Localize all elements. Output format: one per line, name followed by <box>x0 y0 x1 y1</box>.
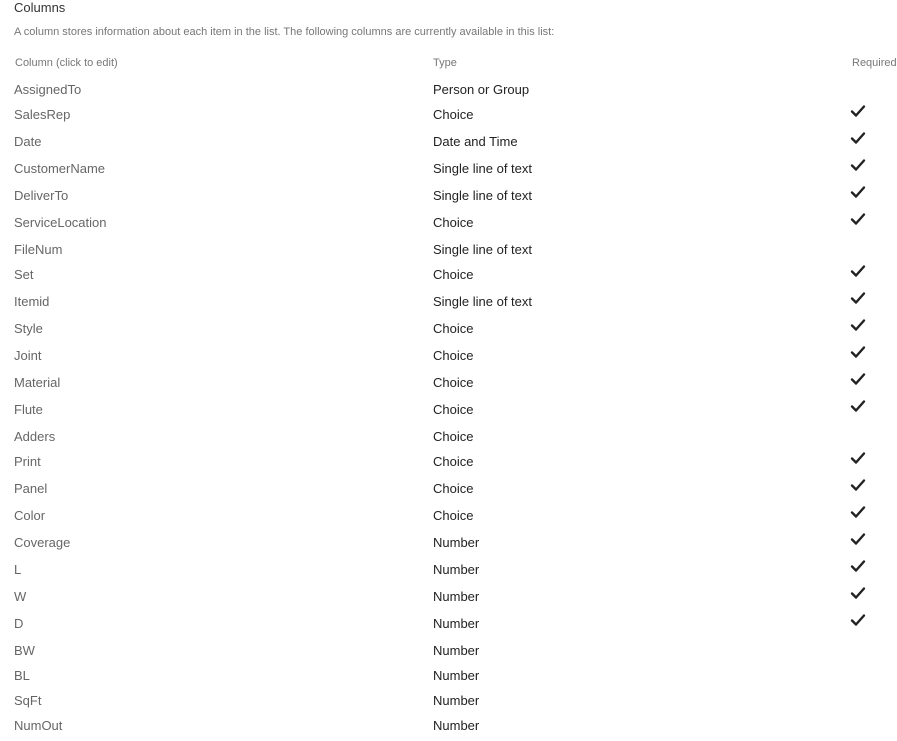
table-row <box>0 558 875 585</box>
table-row <box>0 425 875 450</box>
column-type: Choice <box>433 107 474 122</box>
column-required-header: Required <box>852 57 897 69</box>
table-row <box>0 130 875 157</box>
column-type: Number <box>433 589 480 604</box>
checkmark-icon <box>850 344 868 364</box>
checkmark-icon <box>850 612 868 632</box>
column-name-link[interactable]: CustomerName <box>14 161 106 176</box>
column-name-link[interactable]: BL <box>14 668 30 683</box>
column-name-link[interactable]: SqFt <box>14 693 42 708</box>
table-row <box>0 157 875 184</box>
column-type: Choice <box>433 375 474 390</box>
column-name-link[interactable]: BW <box>14 643 35 658</box>
column-name-link[interactable]: Itemid <box>14 294 50 309</box>
section-title: Columns <box>14 0 66 15</box>
column-type: Person or Group <box>433 82 530 97</box>
table-row <box>0 371 875 398</box>
column-name-link[interactable]: Joint <box>14 348 42 363</box>
table-row <box>0 211 875 238</box>
column-name-link[interactable]: Adders <box>14 429 56 444</box>
column-name-link[interactable]: Flute <box>14 402 43 417</box>
column-type: Choice <box>433 429 474 444</box>
checkmark-icon <box>850 558 868 578</box>
column-type: Choice <box>433 402 474 417</box>
column-type: Number <box>433 562 480 577</box>
checkmark-icon <box>850 103 868 123</box>
column-name-link[interactable]: ServiceLocation <box>14 215 107 230</box>
table-row <box>0 263 875 290</box>
table-header <box>0 54 897 74</box>
column-name-link[interactable]: Print <box>14 454 41 469</box>
checkmark-icon <box>850 263 868 283</box>
column-name-link[interactable]: NumOut <box>14 718 63 733</box>
table-row <box>0 477 875 504</box>
column-type: Choice <box>433 481 474 496</box>
checkmark-icon <box>850 450 868 470</box>
table-body <box>0 78 875 741</box>
column-name-link[interactable]: Color <box>14 508 46 523</box>
column-type: Choice <box>433 508 474 523</box>
column-type: Single line of text <box>433 161 533 176</box>
checkmark-icon <box>850 371 868 391</box>
column-name-link[interactable]: Style <box>14 321 43 336</box>
column-type: Date and Time <box>433 134 518 149</box>
column-name-link[interactable]: SalesRep <box>14 107 71 122</box>
table-row <box>0 714 875 741</box>
column-name-link[interactable]: DeliverTo <box>14 188 69 203</box>
checkmark-icon <box>850 130 868 150</box>
checkmark-icon <box>850 585 868 605</box>
column-name-link[interactable]: Date <box>14 134 42 149</box>
column-name-link[interactable]: Material <box>14 375 61 390</box>
column-type: Number <box>433 616 480 631</box>
checkmark-icon <box>850 184 868 204</box>
column-type: Number <box>433 693 480 708</box>
table-row <box>0 184 875 211</box>
table-row <box>0 531 875 558</box>
table-row <box>0 664 875 689</box>
checkmark-icon <box>850 531 868 551</box>
column-type: Number <box>433 718 480 733</box>
checkmark-icon <box>850 211 868 231</box>
column-name-link[interactable]: FileNum <box>14 242 63 257</box>
table-row <box>0 612 875 639</box>
column-type: Single line of text <box>433 242 533 257</box>
column-type: Choice <box>433 454 474 469</box>
table-row <box>0 103 875 130</box>
column-name-link[interactable]: L <box>14 562 22 577</box>
table-row <box>0 290 875 317</box>
table-row <box>0 450 875 477</box>
checkmark-icon <box>850 157 868 177</box>
column-type: Choice <box>433 321 474 336</box>
column-name-link[interactable]: D <box>14 616 24 631</box>
column-type-header: Type <box>433 57 457 69</box>
checkmark-icon <box>850 317 868 337</box>
checkmark-icon <box>850 398 868 418</box>
column-type: Number <box>433 535 480 550</box>
column-type: Choice <box>433 267 474 282</box>
column-name-link[interactable]: AssignedTo <box>14 82 82 97</box>
checkmark-icon <box>850 504 868 524</box>
table-row <box>0 398 875 425</box>
columns-table <box>0 54 897 733</box>
section-description: A column stores information about each item in the list. The following columns are currently available in this list: <box>14 26 555 38</box>
table-row <box>0 238 875 263</box>
column-type: Single line of text <box>433 188 533 203</box>
checkmark-icon <box>850 290 868 310</box>
table-row <box>0 78 875 103</box>
column-type: Choice <box>433 215 474 230</box>
table-row <box>0 639 875 664</box>
column-type: Single line of text <box>433 294 533 309</box>
column-name-link[interactable]: W <box>14 589 27 604</box>
column-type: Number <box>433 643 480 658</box>
table-row <box>0 344 875 371</box>
column-type: Choice <box>433 348 474 363</box>
table-row <box>0 317 875 344</box>
table-row <box>0 689 875 714</box>
column-type: Number <box>433 668 480 683</box>
table-row <box>0 504 875 531</box>
column-name-header: Column (click to edit) <box>15 57 118 69</box>
table-row <box>0 585 875 612</box>
column-name-link[interactable]: Panel <box>14 481 48 496</box>
column-name-link[interactable]: Coverage <box>14 535 71 550</box>
checkmark-icon <box>850 477 868 497</box>
column-name-link[interactable]: Set <box>14 267 34 282</box>
